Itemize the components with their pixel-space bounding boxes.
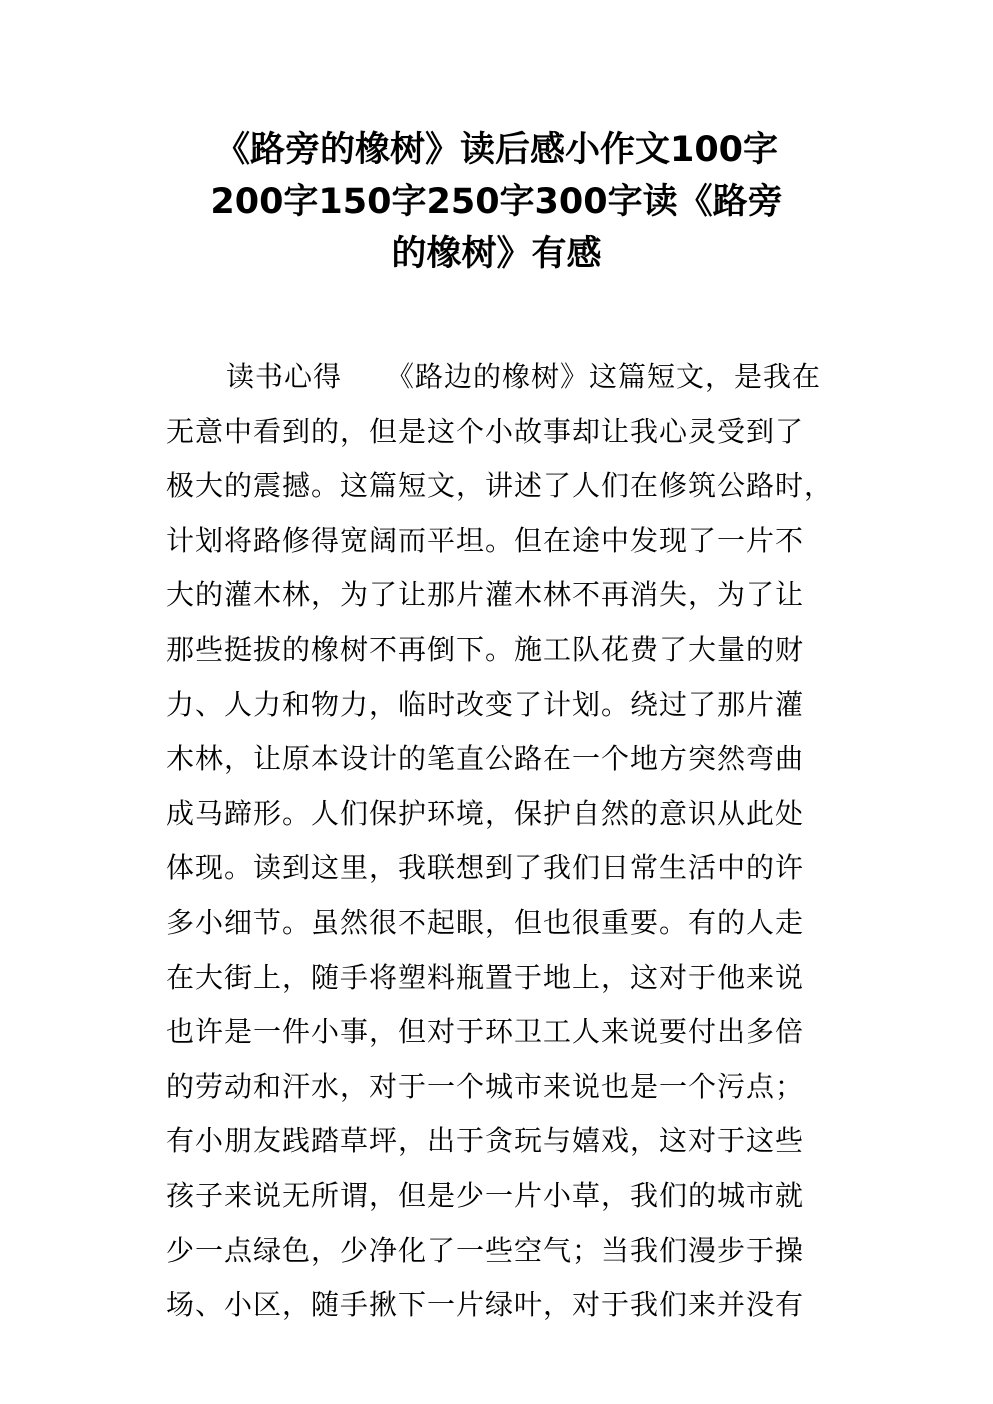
body-line: 有小朋友践踏草坪，出于贪玩与嬉戏，这对于这些 — [166, 1124, 805, 1158]
body-line: 多小细节。虽然很不起眼，但也很重要。有的人走 — [166, 905, 805, 939]
title-line: 200字150字250字300字读《路旁 — [210, 182, 783, 222]
title-line: 《路旁的橡树》读后感小作文100字 — [214, 130, 779, 170]
body-line: 木林，让原本设计的笔直公路在一个地方突然弯曲 — [166, 742, 805, 776]
body-line: 计划将路修得宽阔而平坦。但在途中发现了一片不 — [166, 523, 805, 557]
body-line: 成马蹄形。人们保护环境，保护自然的意识从此处 — [166, 796, 805, 830]
body-line: 也许是一件小事，但对于环卫工人来说要付出多倍 — [166, 1015, 805, 1049]
body-line: 极大的震撼。这篇短文，讲述了人们在修筑公路时， — [166, 469, 834, 503]
body-line: 在大街上，随手将塑料瓶置于地上，这对于他来说 — [166, 960, 805, 994]
body-line: 体现。读到这里，我联想到了我们日常生活中的许 — [166, 851, 805, 885]
body-line: 的劳动和汗水，对于一个城市来说也是一个污点； — [166, 1069, 805, 1103]
title-line: 的橡树》有感 — [391, 234, 602, 274]
body-line: 无意中看到的，但是这个小故事却让我心灵受到了 — [166, 414, 805, 448]
document-body — [166, 350, 846, 1333]
body-line: 孩子来说无所谓，但是少一片小草，我们的城市就 — [166, 1178, 805, 1212]
body-line: 读书心得 《路边的橡树》这篇短文，是我在 — [226, 360, 822, 393]
body-line: 大的灌木林，为了让那片灌木林不再消失，为了让 — [166, 578, 805, 612]
body-line: 力、人力和物力，临时改变了计划。绕过了那片灌 — [166, 687, 805, 721]
body-line: 少一点绿色，少净化了一些空气；当我们漫步于操 — [166, 1233, 805, 1267]
body-line: 场、小区，随手揪下一片绿叶，对于我们来并没有 — [166, 1288, 805, 1322]
body-line: 那些挺拔的橡树不再倒下。施工队花费了大量的财 — [166, 632, 805, 666]
document-title — [150, 124, 843, 280]
